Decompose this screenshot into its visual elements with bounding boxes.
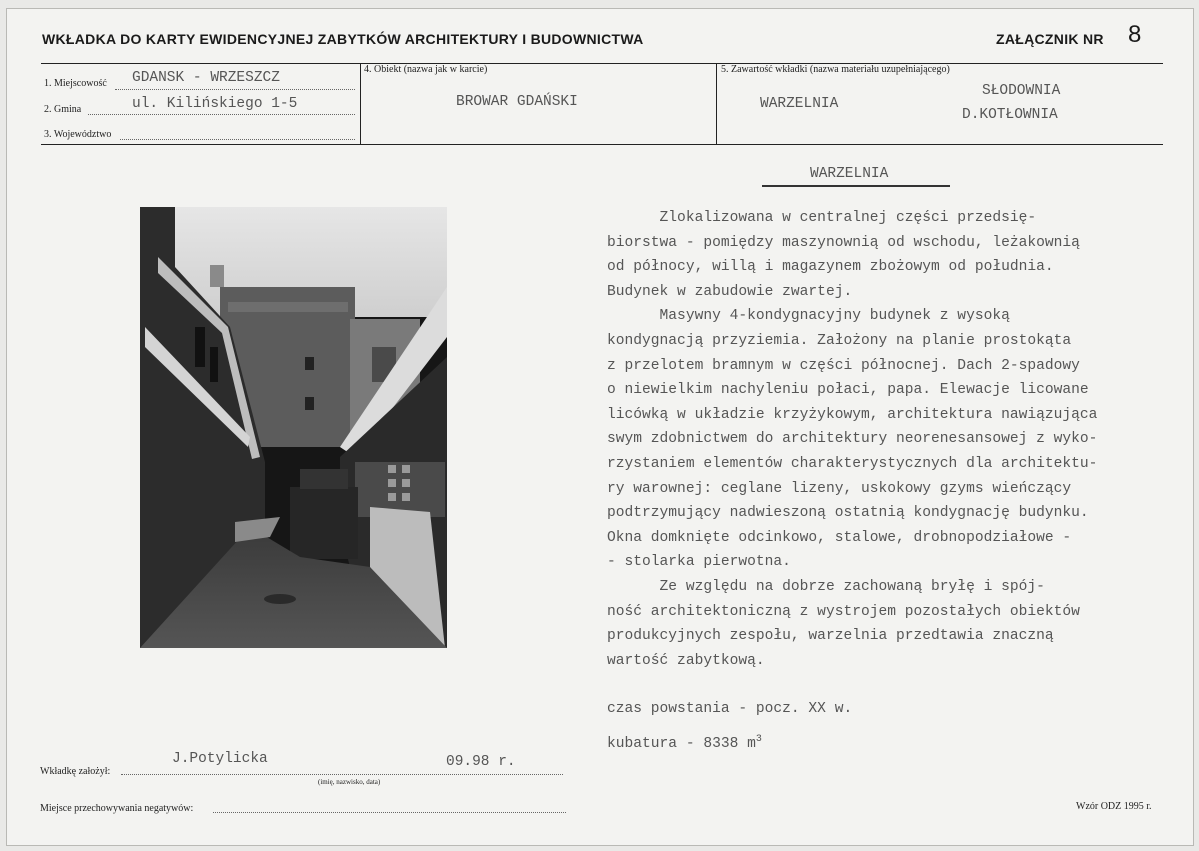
description-line-4: Budynek w zabudowie zwartej.	[607, 283, 853, 300]
table-divider-1	[360, 63, 361, 144]
description-line-3: od północy, willą i magazynem zbożowym od południa.	[607, 259, 1054, 276]
locality-value: GDANSK - WRZESZCZ	[132, 70, 280, 86]
description-line-2: biorstwa - pomiędzy maszynownią od wschodu, leżakownią	[607, 234, 1080, 251]
content-value-kotlownia: D.KOTŁOWNIA	[962, 107, 1058, 123]
description-line-5: Masywny 4-kondygnacyjny budynek z wysoką	[607, 308, 1010, 325]
description-line-17: ność architektoniczną z wystrojem pozostałych obiektów	[607, 603, 1080, 620]
commune-label: 2. Gmina	[44, 104, 82, 115]
content-label: 5. Zawartość wkładki (nazwa materiału uzupełniającego)	[721, 64, 950, 75]
content-value-slodownia: SŁODOWNIA	[982, 83, 1061, 99]
voivodeship-label: 3. Województwo	[44, 129, 112, 140]
volume	[607, 734, 762, 752]
building-photograph	[140, 207, 447, 648]
content-value-warzelnia: WARZELNIA	[760, 96, 839, 112]
author-hint: (imię, nazwisko, data)	[318, 778, 381, 786]
description-line-19: wartość zabytkową.	[607, 652, 765, 669]
description-line-16: Ze względu na dobrze zachowaną bryłę i spój-	[607, 578, 1045, 595]
description-line-6: kondygnacją przyziemia. Założony na planie prostokąta	[607, 332, 1072, 349]
negatives-label: Miejsce przechowywania negatywów:	[40, 803, 194, 814]
volume-exponent: 3	[755, 734, 762, 745]
locality-label: 1. Miejscowość	[44, 78, 107, 89]
description-line-7: z przelotem bramnym w części północnej. Dach 2-spadowy	[607, 357, 1080, 374]
annex-label: ZAŁĄCZNIK NR	[996, 31, 1104, 47]
commune-value: ul. Kilińskiego 1-5	[132, 96, 298, 112]
author-label: Wkładkę założył:	[40, 766, 111, 777]
description-line-11: rzystaniem elementów charakterystycznych dla architektu-	[607, 455, 1098, 472]
section-title: WARZELNIA	[810, 166, 889, 182]
document-title: WKŁADKA DO KARTY EWIDENCYJNEJ ZABYTKÓW ARCHITEKTURY I BUDOWNICTWA	[42, 31, 644, 47]
author-value: J.Potylicka	[172, 751, 268, 767]
form-template: Wzór ODZ 1995 r.	[1076, 801, 1152, 812]
table-divider-2	[716, 63, 717, 144]
description-line-8: o niewielkim nachyleniu połaci, papa. Elewacje licowane	[607, 382, 1089, 399]
locality-dotline	[115, 89, 355, 90]
section-title-underline	[762, 185, 950, 187]
volume-text: kubatura - 8338 m	[607, 735, 756, 752]
description-line-10: swym zdobnictwem do architektury neorenesansowej z wyko-	[607, 431, 1098, 448]
description-line-18: produkcyjnych zespołu, warzelnia przedtawia znaczną	[607, 628, 1054, 645]
table-top-rule	[41, 63, 1163, 64]
commune-dotline	[88, 114, 355, 115]
description-line-15: - stolarka pierwotna.	[607, 554, 791, 571]
voivodeship-dotline	[120, 139, 355, 140]
table-bottom-rule	[41, 144, 1163, 145]
negatives-dotline	[213, 812, 566, 813]
author-dotline	[121, 774, 563, 775]
description-line-9: licówką w układzie krzyżykowym, architektura nawiązująca	[607, 406, 1098, 423]
description-line-13: podtrzymujący nadwieszoną ostatnią kondygnację budynku.	[607, 505, 1089, 522]
annex-number: 8	[1128, 21, 1142, 48]
courtyard-photo-drawing	[140, 207, 447, 648]
description-line-1: Zlokalizowana w centralnej części przedsię-	[607, 210, 1037, 226]
object-label: 4. Obiekt (nazwa jak w karcie)	[364, 64, 488, 75]
time-of-creation: czas powstania - pocz. XX w.	[607, 701, 853, 717]
object-value: BROWAR GDAŃSKI	[456, 94, 578, 110]
description-text	[607, 206, 1182, 673]
date-value: 09.98 r.	[446, 754, 516, 770]
description-line-12: ry warownej: ceglane lizeny, uskokowy gzyms wieńczący	[607, 480, 1072, 497]
description-line-14: Okna domknięte odcinkowo, stalowe, drobnopodziałowe -	[607, 529, 1072, 546]
